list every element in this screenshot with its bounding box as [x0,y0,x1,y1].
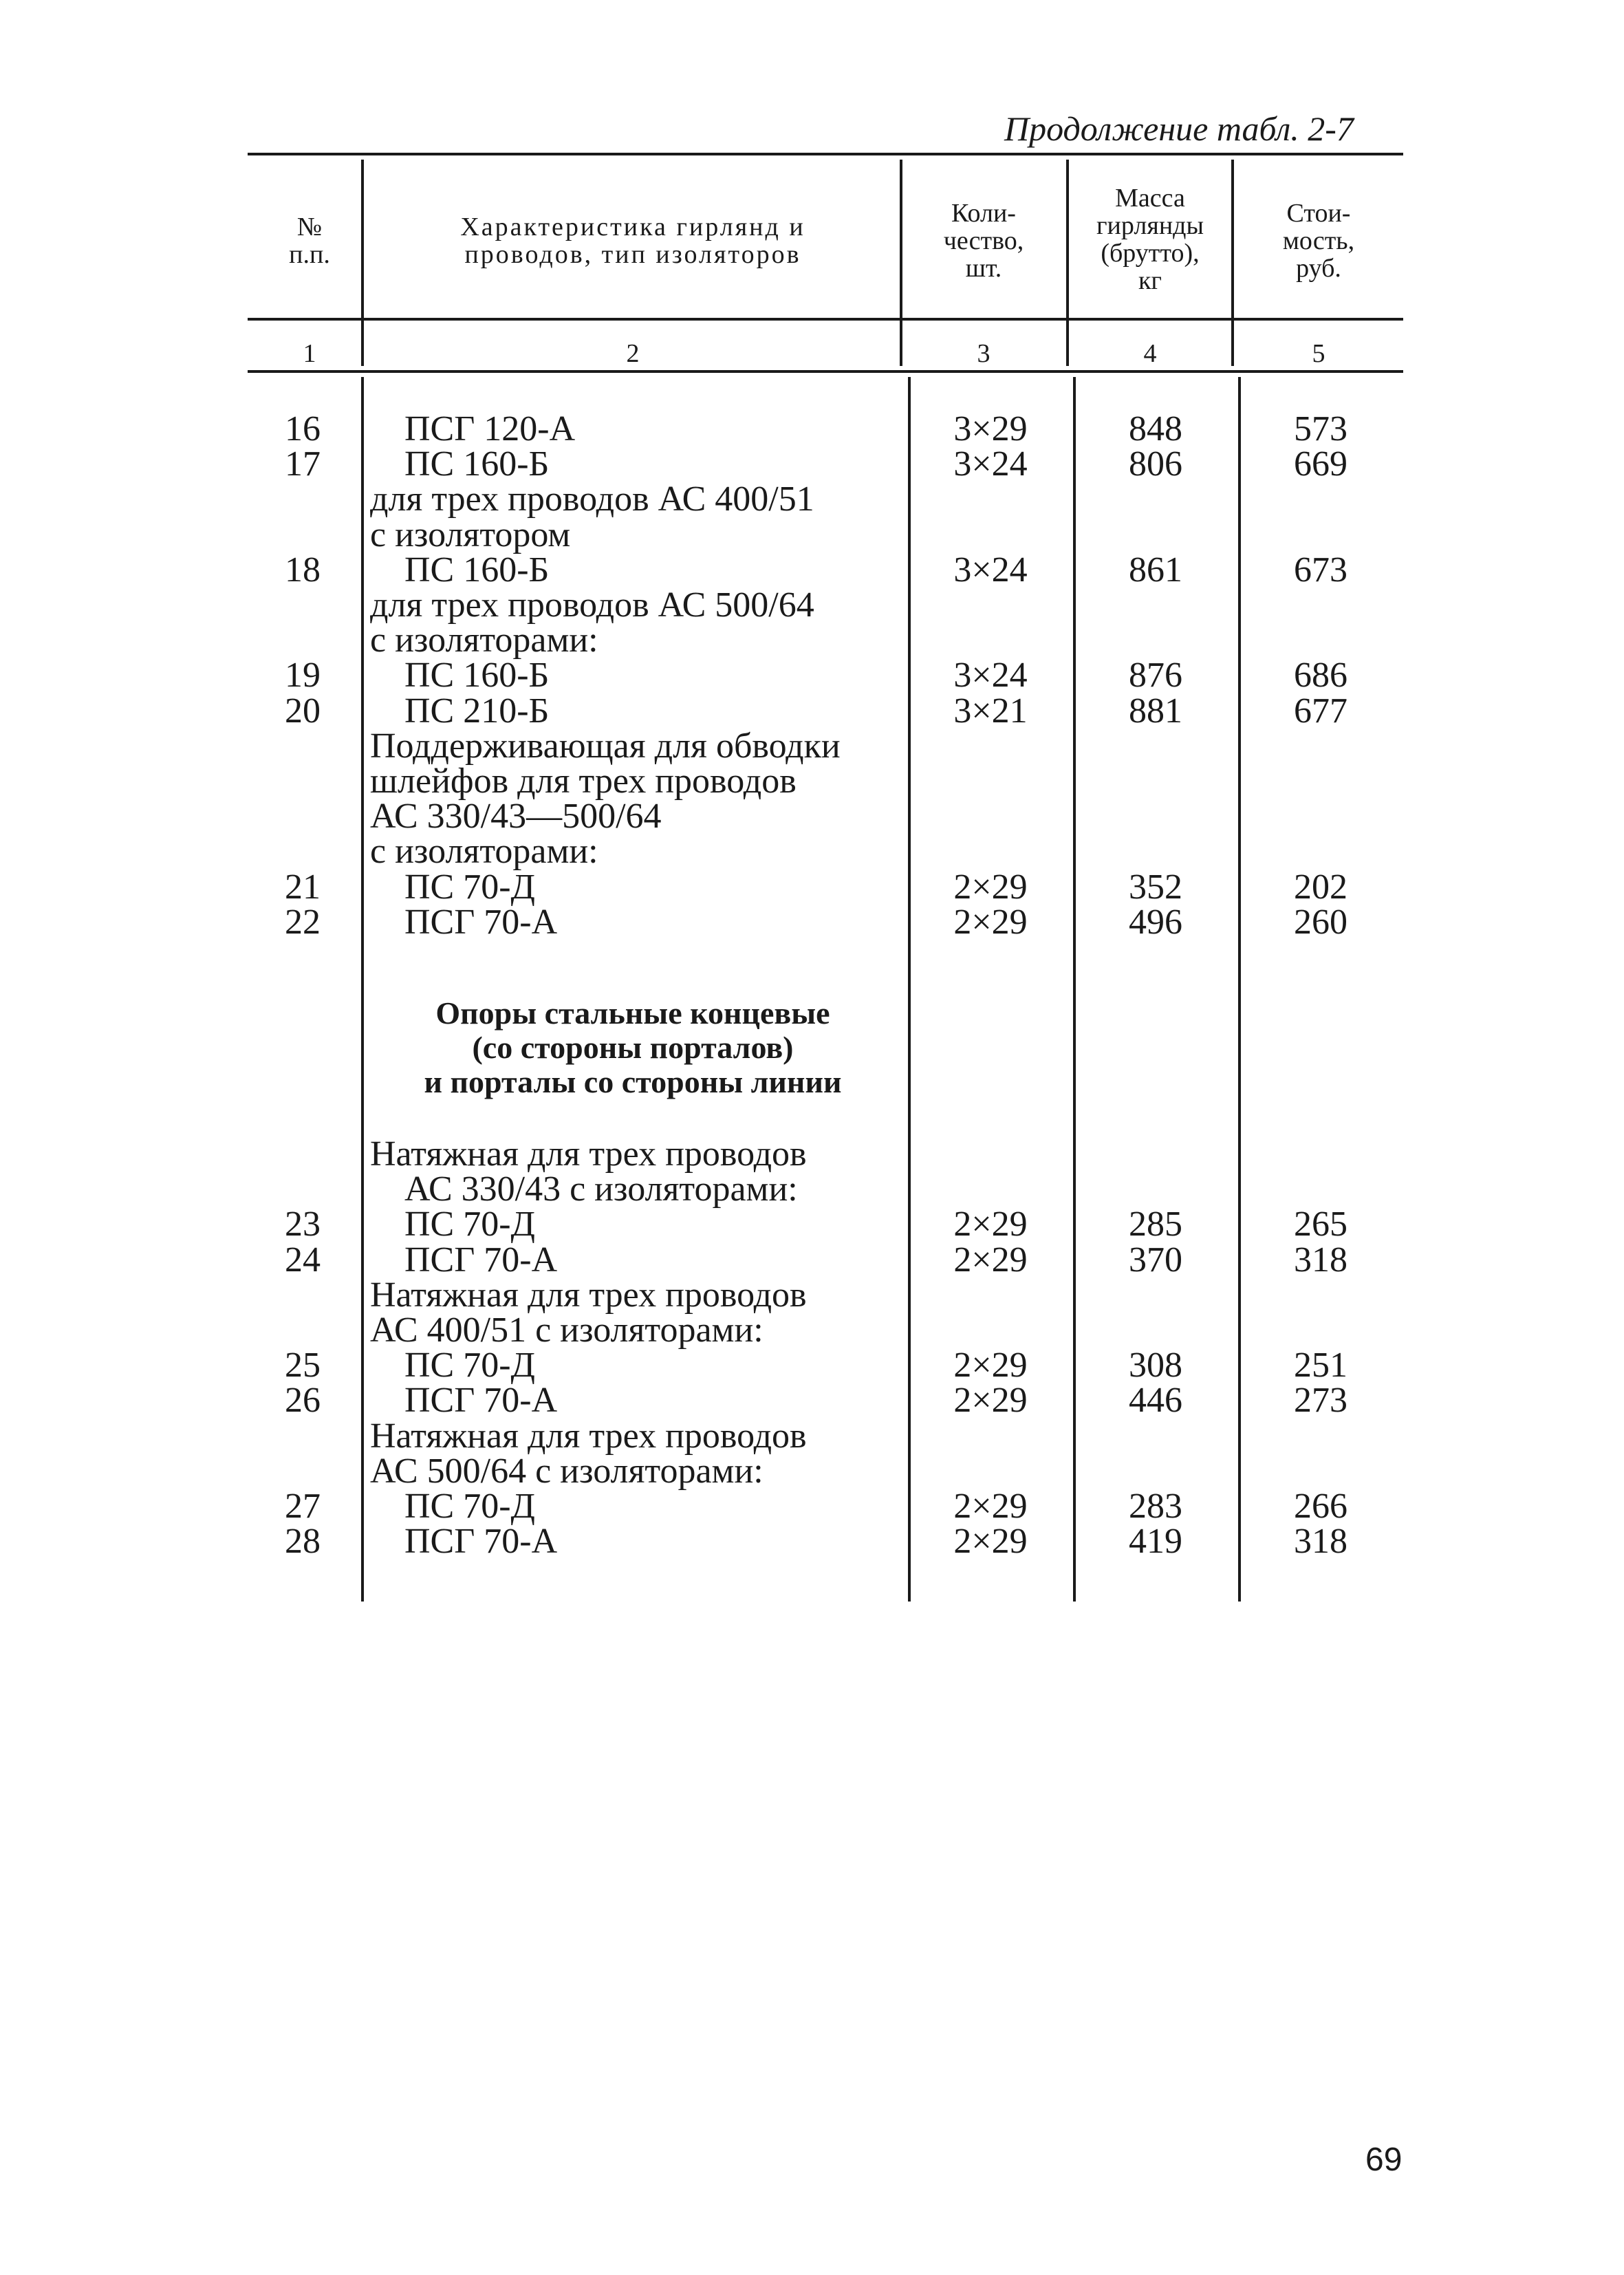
row-cost: 265 [1294,1205,1347,1244]
row-description: ПС 70-Д [404,1205,536,1244]
row-description: ПС 210-Б [404,691,550,731]
row-description: для трех проводов АС 400/51 [370,479,814,519]
row-mass: 285 [1129,1205,1182,1244]
table-top-rule [248,153,1403,155]
row-cost: 251 [1294,1346,1347,1386]
row-description: Поддерживающая для обводки [370,726,841,766]
header-number [261,213,358,268]
row-number: 22 [285,902,321,942]
row-cost: 686 [1294,656,1347,696]
row-cost: 202 [1294,867,1347,907]
header-mass [1069,184,1231,294]
header-quantity [902,200,1065,282]
column-number-1: 1 [303,339,316,368]
row-number: 18 [285,550,321,590]
row-mass: 370 [1129,1240,1182,1280]
row-mass: 848 [1129,409,1182,449]
header-bottom-rule [248,318,1403,321]
row-description: ПС 70-Д [404,867,536,907]
row-cost: 673 [1294,550,1347,590]
row-quantity: 3×24 [953,550,1028,590]
row-description: с изолятором [370,515,571,554]
row-description: с изоляторами: [370,832,598,872]
row-description: Натяжная для трех проводов [370,1275,807,1315]
header-mass-line-1: Масса [1115,184,1185,213]
row-quantity: 2×29 [953,1205,1028,1244]
header-cost [1234,200,1403,282]
row-description: ПСГ 120-А [404,409,576,449]
row-cost: 669 [1294,444,1347,484]
row-quantity: 3×29 [953,409,1028,449]
header-mass-line-4: кг [1138,266,1162,295]
header-quantity-line-2: чество, [943,226,1024,255]
row-quantity: 3×24 [953,656,1028,696]
row-number: 24 [285,1240,321,1280]
row-description: ПС 70-Д [404,1346,536,1386]
row-quantity: 2×29 [953,1346,1028,1386]
row-description: ПСГ 70-А [404,1381,558,1421]
section-heading-line-2: (со стороны порталов) [472,1030,794,1065]
row-description: ПС 160-Б [404,550,550,590]
row-description: ПСГ 70-А [404,1240,558,1280]
row-description: ПСГ 70-А [404,1522,558,1562]
row-cost: 273 [1294,1381,1347,1421]
column-number-2: 2 [626,339,640,368]
row-number: 26 [285,1381,321,1421]
table-caption: Продолжение табл. 2-7 [1004,109,1354,148]
row-description: ПС 70-Д [404,1487,536,1526]
row-mass: 881 [1129,691,1182,731]
body-divider-1 [361,377,364,1602]
row-quantity: 3×21 [953,691,1028,731]
row-quantity: 2×29 [953,1487,1028,1526]
row-mass: 496 [1129,902,1182,942]
row-mass: 861 [1129,550,1182,590]
row-mass: 283 [1129,1487,1182,1526]
column-number-rule [248,370,1403,373]
row-description: АС 330/43 с изоляторами: [404,1169,798,1209]
row-mass: 806 [1129,444,1182,484]
row-cost: 260 [1294,902,1347,942]
row-number: 20 [285,691,321,731]
row-description: ПС 160-Б [404,444,550,484]
header-quantity-line-1: Коли- [951,199,1016,228]
row-number: 21 [285,867,321,907]
row-number: 16 [285,409,321,449]
row-quantity: 2×29 [953,867,1028,907]
row-mass: 446 [1129,1381,1182,1421]
header-number-line-1: № [296,213,323,241]
row-quantity: 3×24 [953,444,1028,484]
row-quantity: 2×29 [953,1240,1028,1280]
row-quantity: 2×29 [953,1381,1028,1421]
row-description: с изоляторами: [370,621,598,660]
header-cost-line-1: Стои- [1286,199,1351,228]
row-cost: 266 [1294,1487,1347,1526]
header-quantity-line-3: шт. [965,254,1002,283]
header-description-line-2: проводов, тип изоляторов [464,240,801,269]
row-cost: 318 [1294,1522,1347,1562]
row-mass: 419 [1129,1522,1182,1562]
header-mass-line-2: гирлянды [1096,211,1204,240]
row-description: шлейфов для трех проводов [370,762,797,801]
row-cost: 573 [1294,409,1347,449]
row-description: АС 500/64 с изоляторами: [370,1451,764,1491]
row-description: АС 330/43—500/64 [370,797,662,837]
row-cost: 318 [1294,1240,1347,1280]
row-number: 28 [285,1522,321,1562]
row-description: ПСГ 70-А [404,902,558,942]
column-number-4: 4 [1143,339,1157,368]
row-number: 19 [285,656,321,696]
row-description: для трех проводов АС 500/64 [370,585,814,625]
column-number-5: 5 [1312,339,1325,368]
section-heading [371,996,894,1099]
page-number: 69 [1365,2142,1403,2178]
row-quantity: 2×29 [953,902,1028,942]
header-cost-line-2: мость, [1282,226,1355,255]
header-number-line-2: п.п. [289,240,330,269]
row-number: 25 [285,1346,321,1386]
row-mass: 352 [1129,867,1182,907]
row-number: 23 [285,1205,321,1244]
header-mass-line-3: (брутто), [1101,239,1200,268]
header-divider-1 [361,160,364,366]
row-quantity: 2×29 [953,1522,1028,1562]
row-mass: 308 [1129,1346,1182,1386]
column-number-3: 3 [977,339,990,368]
section-heading-line-1: Опоры стальные концевые [435,995,830,1031]
row-cost: 677 [1294,691,1347,731]
row-number: 17 [285,444,321,484]
header-description-line-1: Характеристика гирлянд и [460,213,805,241]
row-description: Натяжная для трех проводов [370,1134,807,1174]
row-mass: 876 [1129,656,1182,696]
row-description: Натяжная для трех проводов [370,1416,807,1456]
row-number: 27 [285,1487,321,1526]
section-heading-line-3: и порталы со стороны линии [424,1064,842,1099]
header-description [371,213,894,268]
row-description: ПС 160-Б [404,656,550,696]
header-cost-line-3: руб. [1296,254,1341,283]
row-description: АС 400/51 с изоляторами: [370,1311,764,1350]
